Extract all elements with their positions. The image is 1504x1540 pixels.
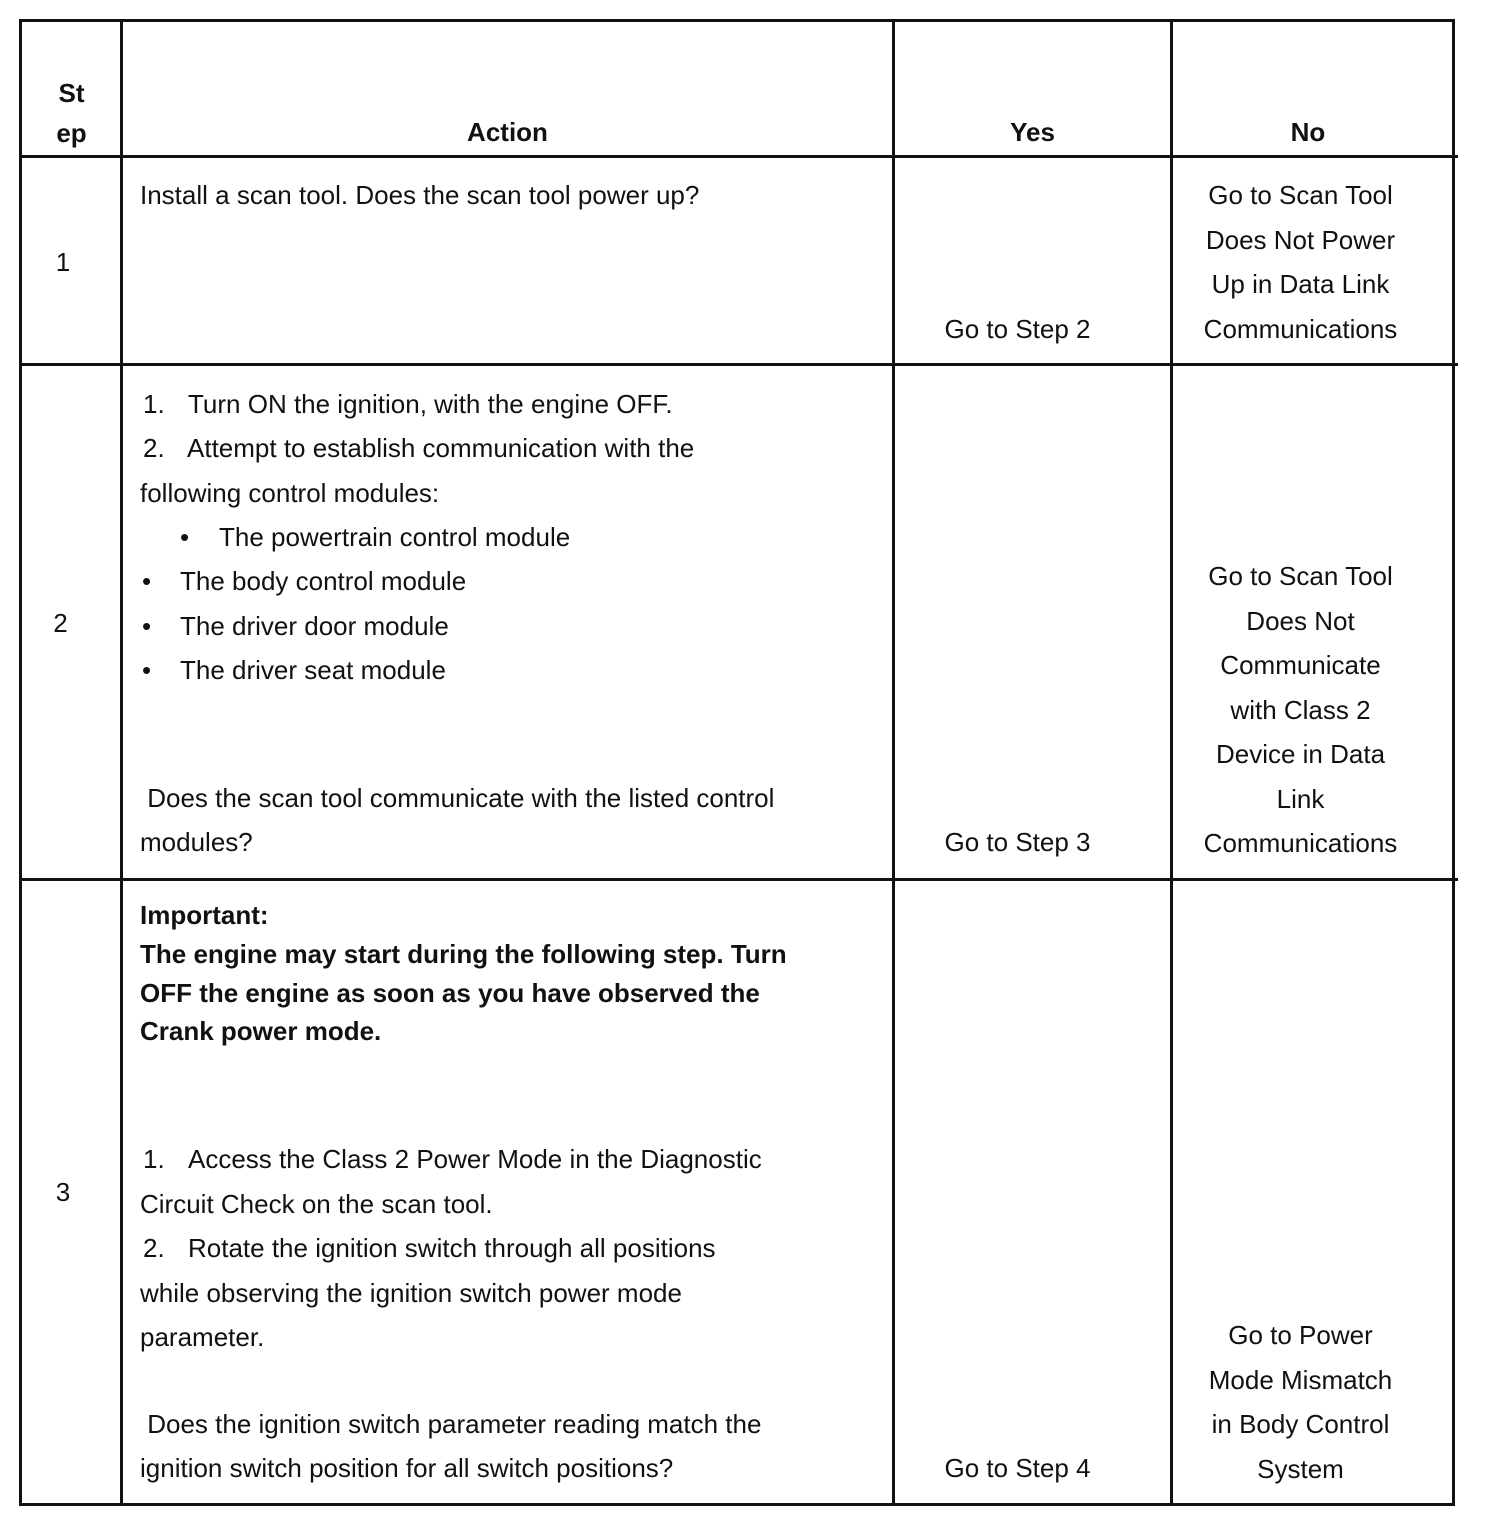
header-action: Action	[467, 117, 548, 147]
row-3-no-line: Go to Power	[1228, 1320, 1373, 1350]
row-2-item-2-line1: Attempt to establish communication with the	[187, 433, 695, 463]
row-3-item-2-number: 2.	[143, 1233, 165, 1263]
header-step-line2: ep	[56, 118, 87, 148]
row-2-no-line: with Class 2	[1230, 694, 1371, 725]
row-2-no-line: Does Not	[1246, 605, 1355, 636]
row-3-question-line2: ignition switch position for all switch positions?	[140, 1453, 674, 1483]
header-step-line1: St	[58, 78, 85, 108]
row-3-item-2-line2: while observing the ignition switch power mode	[140, 1278, 682, 1308]
row-3-yes: Go to Step 4	[944, 1453, 1091, 1483]
row-2-no-line: Communications	[1203, 828, 1398, 858]
row-2-no	[1173, 554, 1428, 866]
row-1-no-line: Up in Data Link	[1211, 269, 1390, 299]
header-step	[23, 73, 120, 153]
row-3-item-2-line1: Rotate the ignition switch through all positions	[188, 1233, 716, 1263]
row-2-no-line: Go to Scan Tool	[1208, 561, 1393, 591]
row-3-no-line: System	[1257, 1453, 1344, 1484]
row-3-no	[1173, 1313, 1428, 1491]
row-3-no-line: Mode Mismatch	[1208, 1364, 1393, 1395]
row-3-important-line2: OFF the engine as soon as you have observed the	[140, 978, 760, 1008]
row-2-item-1: Turn ON the ignition, with the engine OFF.	[188, 389, 673, 419]
row-1-no-line: Communications	[1203, 313, 1398, 344]
row-2-bullet-4: The driver seat module	[180, 655, 446, 685]
row-3-item-1-number: 1.	[143, 1144, 165, 1174]
row-2-no-line: Device in Data	[1215, 739, 1386, 769]
bullet-icon: •	[180, 522, 190, 552]
row-2-bullet-2: The body control module	[180, 566, 467, 596]
row-3-important-line3: Crank power mode.	[140, 1016, 382, 1046]
row-2-item-1-number: 1.	[143, 389, 165, 419]
row-2-item-2-number: 2.	[143, 433, 165, 463]
header-no: No	[1290, 117, 1326, 147]
row-3-important-line1: The engine may start during the following step. Turn	[140, 939, 787, 969]
row-1-action: Install a scan tool. Does the scan tool power up?	[140, 180, 700, 210]
header-row-divider	[19, 155, 1458, 158]
row-3-important-label: Important:	[140, 900, 269, 930]
row-1-no-line: Does Not Power	[1205, 224, 1396, 255]
bullet-icon: •	[142, 655, 152, 685]
row-2-question-line1: Does the scan tool communicate with the listed control	[140, 783, 775, 813]
row-1-step: 1	[55, 247, 71, 277]
row-1-yes: Go to Step 2	[944, 314, 1091, 344]
row-1-no-line: Go to Scan Tool	[1208, 180, 1393, 210]
row-3-question-line1: Does the ignition switch parameter reading match the	[140, 1409, 762, 1439]
row-1-no	[1173, 173, 1428, 351]
bullet-icon: •	[142, 611, 152, 641]
row-3-step: 3	[55, 1177, 71, 1207]
row-2-step: 2	[53, 608, 68, 638]
row-2-bullet-3: The driver door module	[180, 611, 449, 641]
row-2-no-line: Communicate	[1220, 650, 1381, 680]
row-2-no-line: Link	[1276, 783, 1325, 814]
column-divider-action	[892, 19, 895, 1506]
row-2-bullet-1: The powertrain control module	[219, 522, 571, 552]
row-2-item-2-line2: following control modules:	[140, 478, 440, 508]
row-3-item-2-line3: parameter.	[140, 1322, 265, 1352]
row-2-yes: Go to Step 3	[944, 827, 1091, 857]
header-yes: Yes	[1010, 117, 1055, 147]
bullet-icon: •	[142, 566, 152, 596]
row-2-divider	[19, 878, 1458, 881]
row-2-question-line2: modules?	[140, 827, 253, 857]
row-3-no-line: in Body Control	[1211, 1409, 1390, 1439]
row-1-divider	[19, 363, 1458, 366]
row-3-item-1-line2: Circuit Check on the scan tool.	[140, 1189, 493, 1219]
row-3-item-1-line1: Access the Class 2 Power Mode in the Diagnostic	[188, 1144, 762, 1174]
column-divider-step	[120, 19, 123, 1506]
